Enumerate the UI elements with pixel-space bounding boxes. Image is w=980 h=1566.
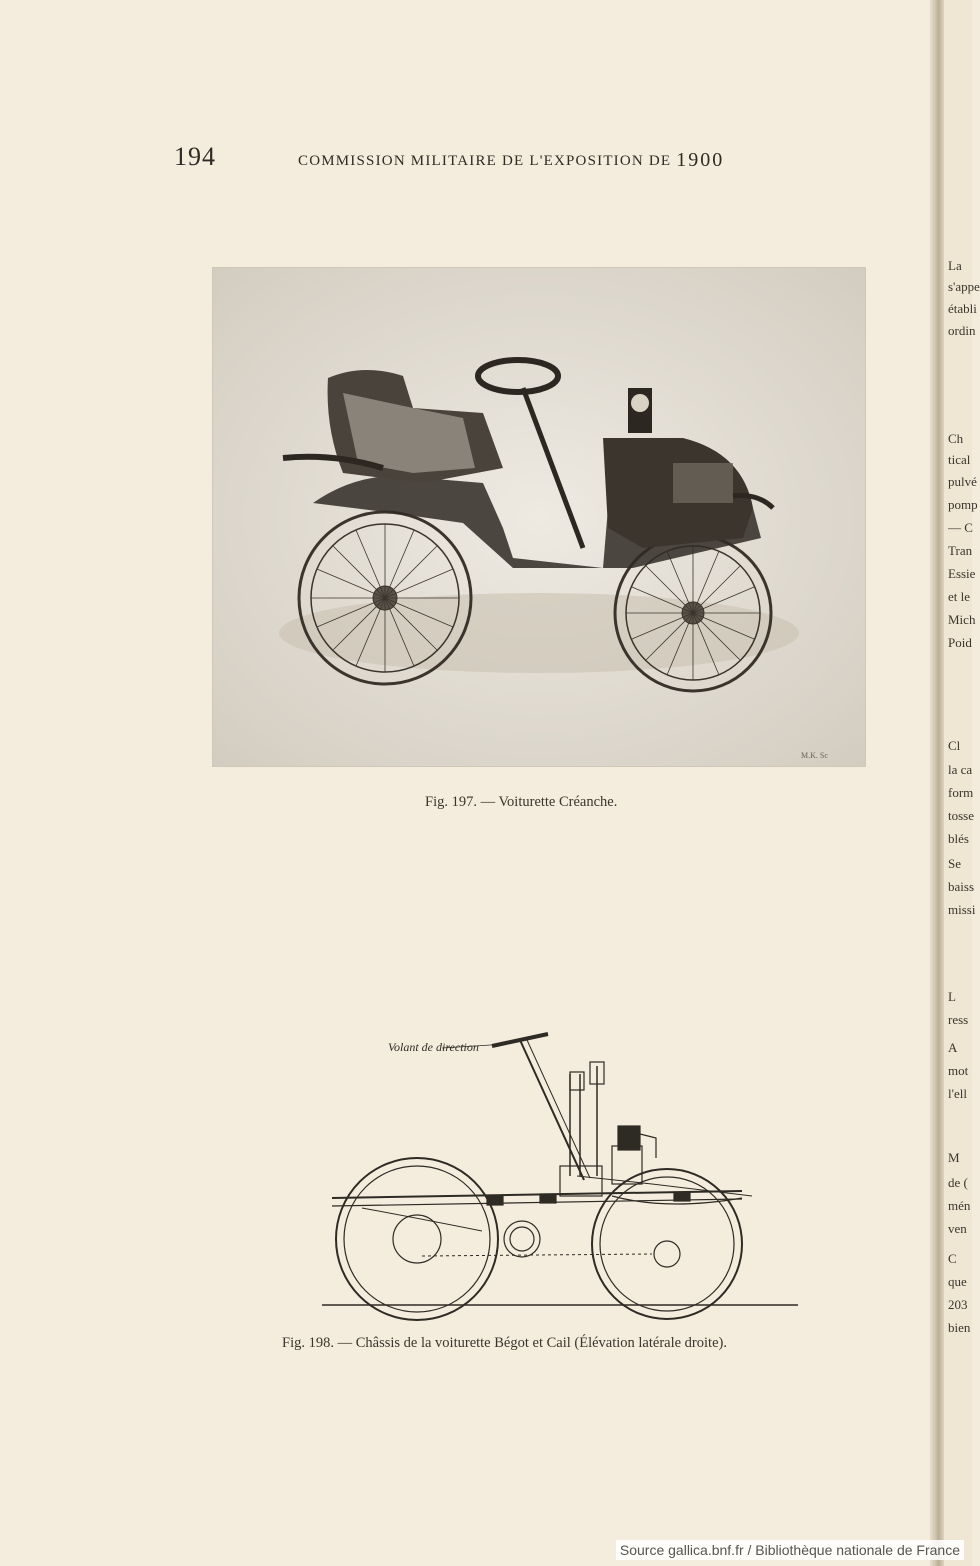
adjacent-fragment: bien	[948, 1320, 971, 1335]
adjacent-fragment: pomp	[948, 497, 978, 512]
page-header	[174, 142, 774, 176]
adjacent-fragment: ven	[948, 1221, 967, 1236]
adjacent-fragment: l'ell	[948, 1086, 967, 1101]
adjacent-fragment: C	[948, 1251, 957, 1266]
adjacent-fragment: que	[948, 1274, 967, 1289]
adjacent-fragment: tosse	[948, 808, 974, 823]
figure-198-caption: Fig. 198. — Châssis de la voiturette Bégot et Cail (Élévation latérale droite).	[282, 1335, 727, 1351]
adjacent-fragment: la ca	[948, 762, 973, 777]
running-title-text: COMMISSION MILITAIRE DE L'EXPOSITION DE	[298, 153, 672, 169]
adjacent-fragment: La	[948, 258, 962, 273]
figure-197-caption: Fig. 197. — Voiturette Créanche.	[425, 794, 618, 810]
running-title-year: 1900	[676, 149, 725, 171]
adjacent-fragment: Ch	[948, 431, 964, 446]
engraver-signature: M.K. Sc	[801, 751, 828, 760]
adjacent-fragment: tical	[948, 452, 971, 467]
adjacent-fragment: Mich	[948, 612, 976, 627]
adjacent-fragment: form	[948, 785, 974, 800]
adjacent-fragment: et le	[948, 589, 971, 604]
source-attribution: Source gallica.bnf.fr / Bibliothèque nationale de France	[616, 1540, 964, 1560]
book-gutter	[930, 0, 944, 1566]
adjacent-fragment: ress	[948, 1012, 969, 1027]
adjacent-fragment: mot	[948, 1063, 969, 1078]
adjacent-fragment: Se	[948, 856, 961, 871]
adjacent-fragment: Essie	[948, 566, 976, 581]
adjacent-fragment: ordin	[948, 323, 976, 338]
adjacent-fragment: — C	[948, 520, 973, 535]
adjacent-fragment: de (	[948, 1175, 968, 1190]
adjacent-fragment: missi	[948, 902, 976, 917]
adjacent-fragment: A	[948, 1040, 958, 1055]
adjacent-fragment: Cl	[948, 738, 961, 753]
adjacent-fragment: établi	[948, 301, 977, 316]
adjacent-fragment: pulvé	[948, 474, 977, 489]
adjacent-fragment: baiss	[948, 879, 974, 894]
figure-197-photo	[212, 267, 866, 767]
adjacent-fragment: L	[948, 989, 956, 1004]
adjacent-fragment: mén	[948, 1198, 971, 1213]
adjacent-fragment: M	[948, 1150, 960, 1165]
voiturette-photo-illustration	[213, 268, 865, 766]
running-title	[298, 148, 724, 171]
adjacent-page-edge	[944, 0, 980, 1566]
bleed-through-text	[190, 220, 194, 236]
steering-wheel-label: Volant de direction	[388, 1040, 479, 1054]
adjacent-fragment: 203	[948, 1297, 968, 1312]
figure-198-chassis-drawing	[322, 1026, 798, 1316]
page-number: 194	[174, 142, 216, 171]
adjacent-fragment: Poid	[948, 635, 972, 650]
adjacent-fragment: blés	[948, 831, 969, 846]
adjacent-fragment: s'appe	[948, 279, 980, 294]
adjacent-fragment: Tran	[948, 543, 973, 558]
